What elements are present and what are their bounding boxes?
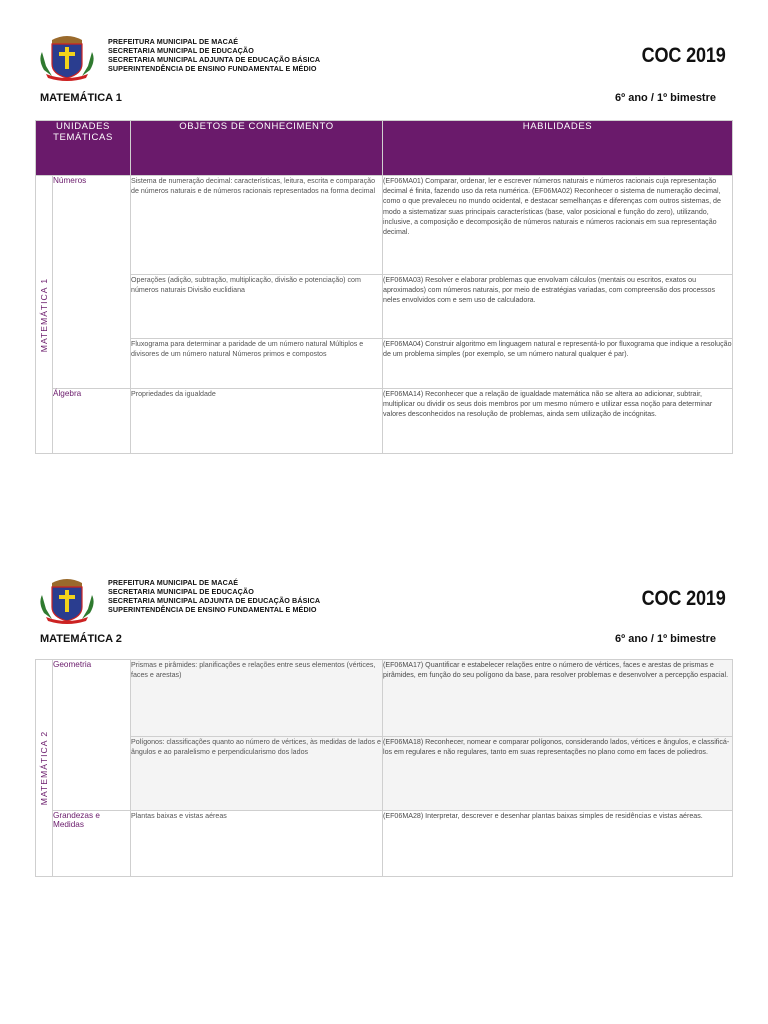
- institution-line: SUPERINTENDÊNCIA DE ENSINO FUNDAMENTAL E MÉDIO: [108, 605, 317, 614]
- skill-cell: (EF06MA14) Reconhecer que a relação de igualdade matemática não se altera ao adicionar, subtrair, multiplicar ou dividir os seus dois membros por um mesmo número e utilizar essa noção para determinar valores desconhecidos na resolução de problemas, ainda sem utilização de incógnitas.: [383, 389, 733, 454]
- subject-title: MATEMÁTICA 1: [40, 92, 122, 104]
- table-row: [36, 811, 733, 877]
- unit-name: Grandezas e Medidas: [53, 811, 131, 877]
- institution-line: SUPERINTENDÊNCIA DE ENSINO FUNDAMENTAL E MÉDIO: [108, 64, 317, 73]
- object-cell: Plantas baixas e vistas aéreas: [131, 811, 383, 877]
- curriculum-table: [35, 120, 733, 454]
- unit-name: Números: [53, 176, 131, 389]
- header-objects: OBJETOS DE CONHECIMENTO: [131, 121, 383, 176]
- table-row: [36, 389, 733, 454]
- object-cell: Prismas e pirâmides: planificações e relações entre seus elementos (vértices, faces e arestas): [131, 660, 383, 737]
- subject-title: MATEMÁTICA 2: [40, 633, 122, 645]
- table-row: [36, 339, 733, 389]
- vertical-subject-label: MATEMÁTICA 2: [36, 660, 53, 877]
- grade-label: 6º ano / 1º bimestre: [615, 633, 716, 645]
- institution-line: SECRETARIA MUNICIPAL ADJUNTA DE EDUCAÇÃO BÁSICA: [108, 596, 321, 605]
- skill-cell: (EF06MA18) Reconhecer, nomear e comparar polígonos, considerando lados, vértices e ângulos, e classificá-los em regulares e não regulares, tanto em suas representações no plano como em faces de poliedros.: [383, 737, 733, 811]
- unit-name: Geometria: [53, 660, 131, 811]
- table-row: [36, 737, 733, 811]
- institution-line: SECRETARIA MUNICIPAL DE EDUCAÇÃO: [108, 46, 254, 55]
- institution-line: PREFEITURA MUNICIPAL DE MACAÉ: [108, 37, 239, 46]
- object-cell: Sistema de numeração decimal: características, leitura, escrita e comparação de números naturais e de números racionais representados na forma decimal: [131, 176, 383, 275]
- object-cell: Polígonos: classificações quanto ao número de vértices, às medidas de lados e ângulos e ao paralelismo e perpendicularismo dos lados: [131, 737, 383, 811]
- institution-line: SECRETARIA MUNICIPAL DE EDUCAÇÃO: [108, 587, 254, 596]
- object-cell: Fluxograma para determinar a paridade de um número natural Múltiplos e divisores de um número natural Números primos e compostos: [131, 339, 383, 389]
- municipal-crest-icon: [36, 30, 98, 82]
- skill-cell: (EF06MA01) Comparar, ordenar, ler e escrever números naturais e números racionais cuja representação decimal é finita, fazendo uso da reta numérica. (EF06MA02) Reconhecer o sistema de numeração decimal, como o que prevaleceu no mundo ocidental, e destacar semelhanças e diferenças com outros sistemas, de modo a sistematizar suas principais características (base, valor posicional e função do zero), utilizando, inclusive, a composição e decomposição de números naturais e números racionais em sua representação decimal.: [383, 176, 733, 275]
- document-title: COC 2019: [642, 44, 726, 67]
- document-title: COC 2019: [642, 587, 726, 610]
- table-row: [36, 275, 733, 339]
- skill-cell: (EF06MA03) Resolver e elaborar problemas que envolvam cálculos (mentais ou escritos, exatos ou aproximados) com números naturais, por meio de estratégias variadas, com compreensão dos processos neles envolvidos com e sem uso de calculadora.: [383, 275, 733, 339]
- curriculum-table: [35, 659, 733, 877]
- unit-name: Álgebra: [53, 389, 131, 454]
- institution-line: SECRETARIA MUNICIPAL ADJUNTA DE EDUCAÇÃO BÁSICA: [108, 55, 321, 64]
- table-row: [36, 176, 733, 275]
- grade-label: 6º ano / 1º bimestre: [615, 92, 716, 104]
- header-skills: HABILIDADES: [383, 121, 733, 176]
- skill-cell: (EF06MA28) Interpretar, descrever e desenhar plantas baixas simples de residências e vistas aéreas.: [383, 811, 733, 877]
- institution-line: PREFEITURA MUNICIPAL DE MACAÉ: [108, 578, 239, 587]
- object-cell: Propriedades da igualdade: [131, 389, 383, 454]
- object-cell: Operações (adição, subtração, multiplicação, divisão e potenciação) com números naturais Divisão euclidiana: [131, 275, 383, 339]
- institution-block: [108, 578, 320, 614]
- institution-block: [108, 37, 320, 73]
- header-units: UNIDADES TEMÁTICAS: [36, 121, 131, 176]
- skill-cell: (EF06MA04) Construir algoritmo em linguagem natural e representá-lo por fluxograma que indique a resolução de um problema simples (por exemplo, se um número natural qualquer é par).: [383, 339, 733, 389]
- vertical-subject-label: MATEMÁTICA 1: [36, 176, 53, 454]
- table-row: [36, 660, 733, 737]
- municipal-crest-icon: [36, 573, 98, 625]
- skill-cell: (EF06MA17) Quantificar e estabelecer relações entre o número de vértices, faces e arestas de prismas e pirâmides, em função do seu polígono da base, para resolver problemas e desenvolver a percepção espacial.: [383, 660, 733, 737]
